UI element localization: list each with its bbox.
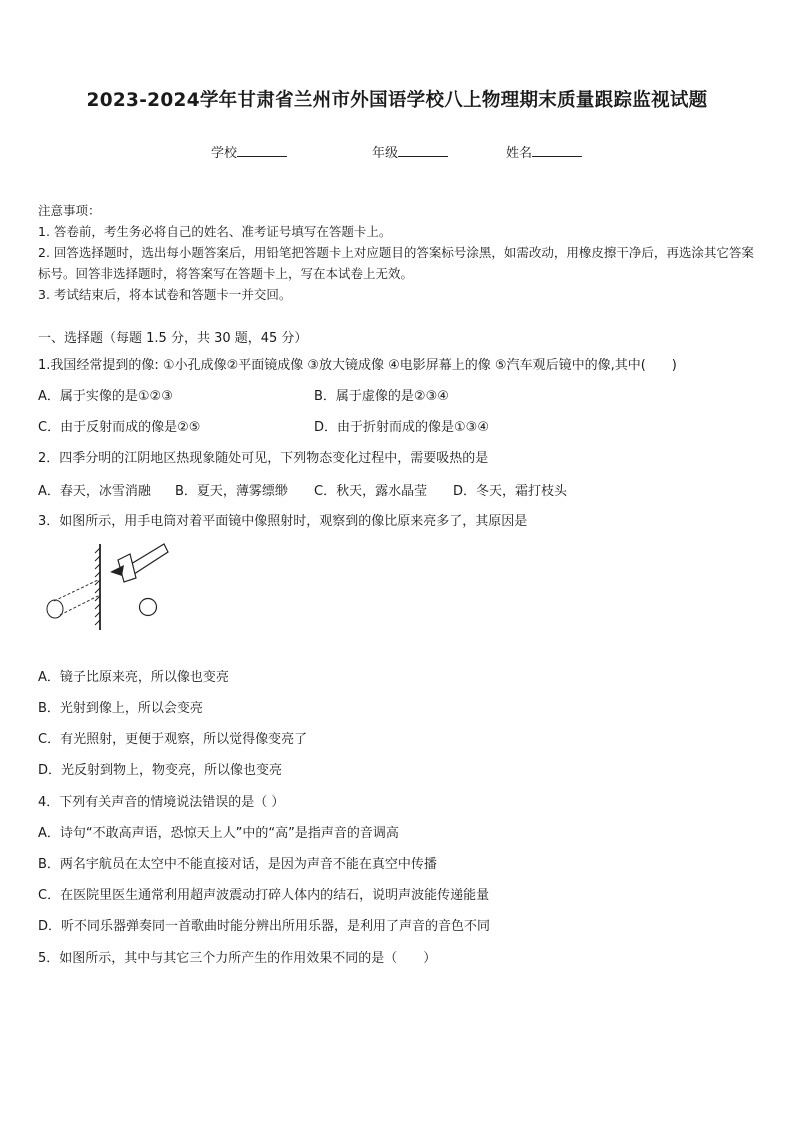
light-arrow-icon	[110, 565, 124, 576]
grade-blank[interactable]	[398, 144, 448, 157]
q3-option-a[interactable]: A．镜子比原来亮，所以像也变亮	[38, 670, 229, 685]
question-2-stem: 2．四季分明的江阴地区热现象随处可见，下列物态变化过程中，需要吸热的是	[38, 451, 489, 466]
notice-item-1: 1. 答卷前，考生务必将自己的姓名、准考证号填写在答题卡上。	[38, 224, 392, 239]
q2-option-a[interactable]: A．春天，冰雪消融	[38, 484, 151, 499]
q4-option-d[interactable]: D．听不同乐器弹奏同一首歌曲时能分辨出所用乐器，是利用了声音的音色不同	[38, 919, 491, 934]
object-circle	[140, 599, 157, 616]
flashlight-image-dashed	[47, 579, 100, 618]
q4-option-b[interactable]: B．两名宇航员在太空中不能直接对话，是因为声音不能在真空中传播	[38, 857, 437, 872]
question-4-stem: 4．下列有关声音的情境说法错误的是（ ）	[38, 795, 285, 810]
q2-option-b[interactable]: B．夏天，薄雾缥缈	[175, 484, 288, 499]
q3-option-c[interactable]: C．有光照射，更便于观察，所以觉得像变亮了	[38, 732, 308, 747]
notice-item-3: 3. 考试结束后，将本试卷和答题卡一并交回。	[38, 287, 292, 302]
notice-block	[38, 200, 758, 305]
q3-option-b[interactable]: B．光射到像上，所以会变亮	[38, 701, 203, 716]
q4-option-c[interactable]: C．在医院里医生通常利用超声波震动打碎人体内的结石，说明声波能传递能量	[38, 888, 490, 903]
flashlight-icon	[118, 544, 168, 582]
notice-heading: 注意事项：	[38, 203, 101, 218]
name-label: 姓名	[506, 146, 533, 161]
q1-option-c[interactable]: C．由于反射而成的像是②⑤	[38, 420, 201, 435]
school-field[interactable]	[211, 142, 287, 161]
section-heading: 一、选择题（每题 1.5 分，共 30 题，45 分）	[38, 331, 308, 346]
q1-option-d[interactable]: D．由于折射而成的像是①③④	[314, 420, 489, 435]
name-blank[interactable]	[532, 144, 582, 157]
question-1-stem: 1.我国经常提到的像: ①小孔成像②平面镜成像 ③放大镜成像 ④电影屏幕上的像 ⑤汽车观后镜中的像,其中( )	[38, 358, 677, 373]
question-3-stem: 3．如图所示，用手电筒对着平面镜中像照射时，观察到的像比原来亮多了，其原因是	[38, 514, 528, 529]
grade-label: 年级	[372, 146, 399, 161]
school-blank[interactable]	[237, 144, 287, 157]
question-5-stem: 5．如图所示，其中与其它三个力所产生的作用效果不同的是（ ）	[38, 951, 437, 966]
page-title: 2023-2024学年甘肃省兰州市外国语学校八上物理期末质量跟踪监视试题	[86, 90, 708, 111]
q1-option-a[interactable]: A．属于实像的是①②③	[38, 389, 173, 404]
name-field[interactable]	[506, 142, 582, 161]
q2-option-c[interactable]: C．秋天，露水晶莹	[314, 484, 428, 499]
school-label: 学校	[211, 146, 238, 161]
grade-field[interactable]	[372, 142, 448, 161]
mirror-flashlight-figure	[38, 538, 178, 634]
q2-option-d[interactable]: D．冬天，霜打枝头	[453, 484, 568, 499]
q3-option-d[interactable]: D．光反射到物上，物变亮，所以像也变亮	[38, 763, 283, 778]
q4-option-a[interactable]: A．诗句“不敢高声语，恐惊天上人”中的“高”是指声音的音调高	[38, 826, 399, 841]
notice-item-2: 2. 回答选择题时，选出每小题答案后，用铅笔把答题卡上对应题目的答案标号涂黑，如需改动，用橡皮擦干净后，再选涂其它答案标号。回答非选择题时，将答案写在答题卡上，写在本试卷上无效。	[38, 245, 754, 281]
q1-option-b[interactable]: B．属于虚像的是②③④	[314, 389, 449, 404]
